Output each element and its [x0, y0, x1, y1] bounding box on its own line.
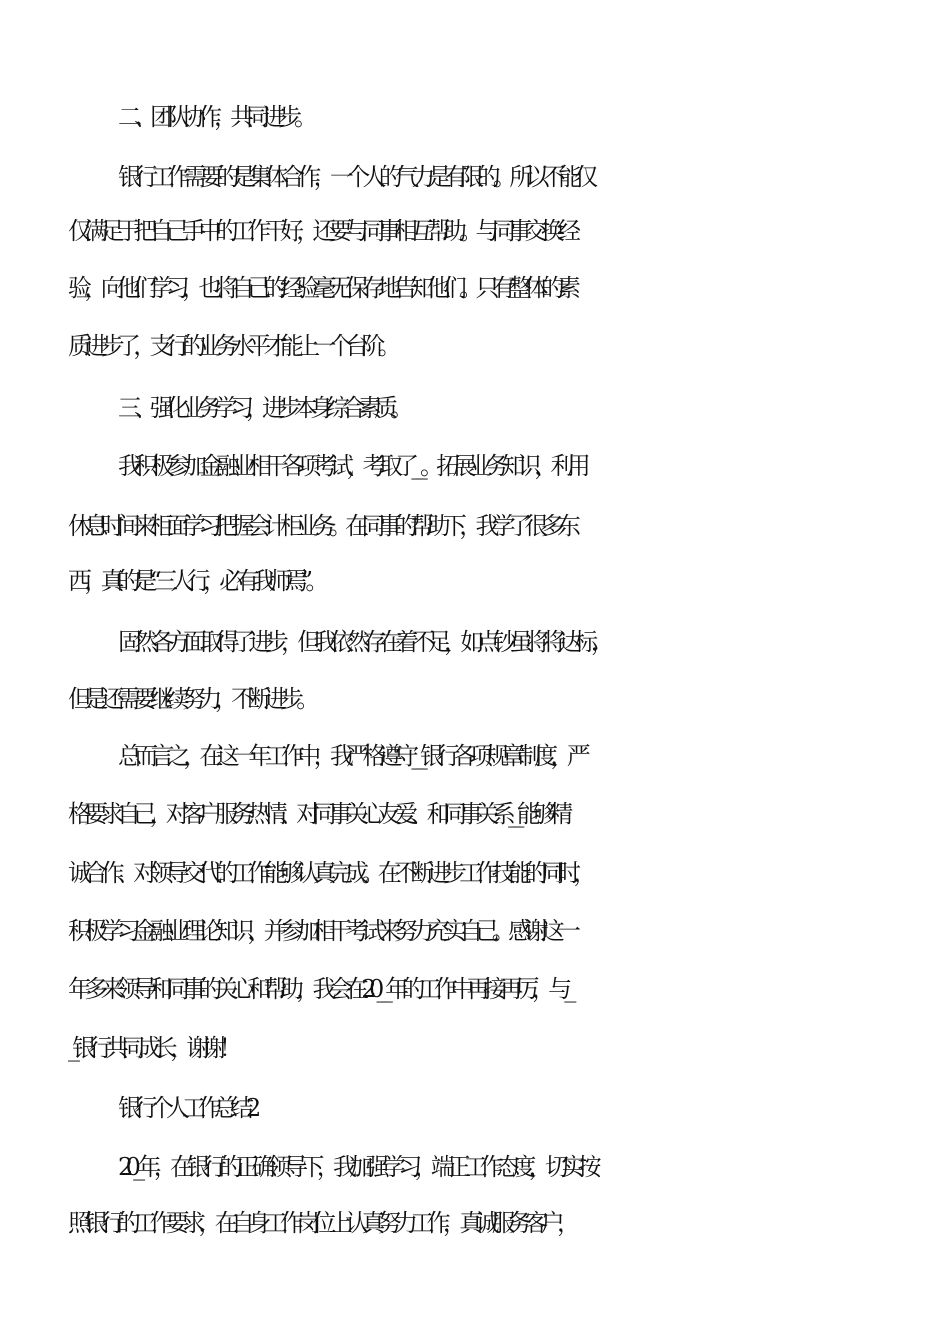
paragraph-line: 休息时间来柜面学习把握会计柜业务。在同事的帮助下，我学了很多东: [68, 512, 574, 540]
paragraph-line: 但是还需要继续努力，不断进步。: [68, 685, 313, 713]
paragraph-line: 银行工作需要的是集体合作，一个人的气力是有限的。所以不能仅: [118, 163, 591, 191]
paragraph-line: 我积极参加金融业相干各项考试，考取了__。拓展业务知识，利用: [118, 452, 583, 480]
section-heading-teamwork: 二、团队协作，共同进步。: [118, 103, 310, 131]
paragraph-line: 仅满足于把自己手中的工作干好，还要与同事相互帮助。与同事交换经: [68, 217, 574, 245]
paragraph-line: 年多来领导和同事的关心和帮助，我会在20__年的工作中再接再厉，与_: [68, 975, 569, 1003]
paragraph-line: 总而言之，在这一年工作中，我严格遵守__银行各项规章制度，严: [118, 742, 583, 770]
paragraph-line: 固然各方面取得了进步，但我依然存在着不足，如点钞虽将将达标，: [118, 628, 607, 656]
paragraph-line: 诚合作、对领导交代的工作能够认真完成。在不断进步工作技能的同时，: [68, 859, 590, 887]
section-heading-study: 三、强化业务学习，进步本身综合素质。: [118, 394, 406, 422]
paragraph-line: 格要求自己，对客户服务热情、对同事关心友爱、和同事关系__能够精: [68, 800, 566, 828]
paragraph-line: _银行共同成长，谢谢！: [68, 1034, 236, 1062]
paragraph-line: 西，真的是“三人行，必有我师焉”。: [68, 567, 322, 595]
paragraph-line: 照银行的工作要求，在自身工作岗位上认真努力工作，真诚服务客户，: [68, 1209, 574, 1237]
paragraph-line: 质进步了，支行的业务水平才能上一个台阶。: [68, 332, 394, 360]
paragraph-line: 积极学习金融业理论知识，并参加相干考试来努力充实自己。感谢这一: [68, 917, 574, 945]
document-subtitle: 银行个人工作总结2: [118, 1094, 254, 1122]
paragraph-line: 20_年，在银行的正确领导下，我加强学习，端正工作态度，切实按: [118, 1153, 594, 1181]
paragraph-line: 验，向他们学习，也将自己的经验毫无保存地告知他们。只有整体的素: [68, 274, 574, 302]
